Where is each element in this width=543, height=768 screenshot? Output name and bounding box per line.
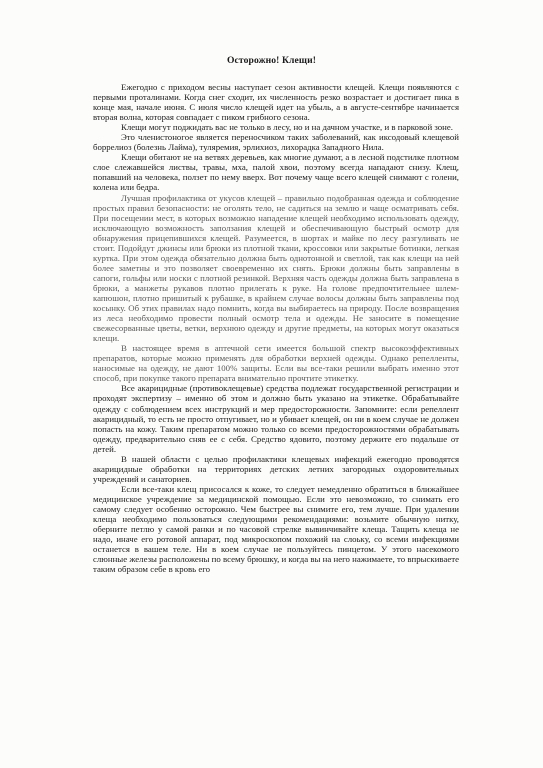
paragraph-repellents: В настоящее время в аптечной сети имеется большой спектр высокоэффективных препаратов, которые можно применять для обработки верхней одежды. Однако репелленты, наносимые на одежду, не дают 100% защиты. Если вы все-таки решили выбрать именно этот способ, при покупке такого препарата внимательно прочтите этикетку. [93,343,459,384]
paragraph-tick-removal: Если все-таки клещ присосался к коже, то следует немедленно обратиться в ближайшее медицинское учреждение за медицинской помощью. Если это невозможно, то снимать его самому следует особенно осторожно. Чем быстрее вы снимите его, тем лучше. При удалении клеща необходимо пользоваться следующими рекомендациями: возьмите обычную нитку, оберните петлю у самой ранки и по часовой стрелке вывинчивайте клеща. Тащить клеща не надо, иначе его ротовой аппарат, под микроскопом похожий на слоьку, со всеми инфекциями останется в вашем теле. Ни в коем случае не пользуйтесь пинцетом. У этого насекомого слюнные железы расположены по всему брюшку, и когда вы на него нажимаете, то впрыскиваете таким образом себе в кровь его [93,483,459,575]
paragraph-season: Ежегодно с приходом весны наступает сезон активности клещей. Клещи появляются с первыми проталинами. Когда снег сходит, их численность резко возрастает и достигает пика в конце мая, начале июня. С июля число клещей идет на убыль, а в августе-сентябре начинается вторая волна, которая совпадает с пиком грибного сезона. [93,82,459,123]
page-title: Осторожно! Клещи! [227,55,316,66]
paragraph-prevention-clothing: Лучшая профилактика от укусов клещей – правильно подобранная одежда и соблюдение простых правил безопасности: не оголять тело, не садиться на землю и чаще осматривать себя. При посещении мест, в которых возможно нападение клещей необходимо использовать одежду, исключающую возможность заползания клещей и обеспечивающую быстрый осмотр для обнаружения прицепившихся клещей. Разумеется, в шортах и майке по лесу разгуливать не стоит. Подойдут джинсы или брюки из плотной ткани, кроссовки или закрытые ботинки, легкая куртка. При этом одежда обязательно должна быть однотонной и светлой, так как клещи на ней более заметны и это позволяет своевременно их снять. Брюки должны быть заправлены в сапоги, гольфы или носки с плотной резинкой. Верхняя часть одежды должна быть заправлена в брюки, а манжеты рукавов плотно прилегать к руке. На голове предпочтительнее шлем-капюшон, плотно пришитый к рубашке, в крайнем случае волосы должны быть заправлены под косынку. Об этих правилах надо помнить, когда вы выбираетесь на природу. После возвращения из леса необходимо провести полный осмотр тела и одежды. Не заносите в помещение свежесорванные цветы, ветки, верхнюю одежду и другие предметы, на которых могут оказаться клещи. [93,192,459,344]
paragraph-regional-treatment: В нашей области с целью профилактики клещевых инфекций ежегодно проводятся акарицидные обработки на территориях детских летних загородных оздоровительных учреждений и санаториев. [93,453,459,484]
paragraph-acaricides: Все акарицидные (противоклещевые) средства подлежат государственной регистрации и проходят экспертизу – именно об этом и должно быть указано на этикетке. Обрабатывайте одежду с соблюдением всех инструкций и мер предосторожности. Запомните: если репеллент акарицидный, то есть не просто отпугивает, но и убивает клещей, он ни в коем случае не должен попасть на кожу. Таким препаратом можно только со всеми предосторожностями обрабатывать одежду, предварительно сняв ее с себя. Средство ядовито, поэтому держите его подальше от детей. [93,383,459,454]
paragraph-habitat-zones: Клещи могут поджидать вас не только в лесу, но и на дачном участке, и в парковой зоне. [121,122,453,133]
document-body [93,82,459,574]
paragraph-diseases: Это членистоногое является переносчиком таких заболеваний, как иксодовый клещевой боррелиоз (болезнь Лайма), туляремия, эрлихиоз, лихорадка Западного Нила. [93,132,459,153]
paragraph-where-ticks-live: Клещи обитают не на ветвях деревьев, как многие думают, а в лесной подстилке плотном слое слежавшейся листвы, травы, мха, палой хвои, поэтому всегда нападают снизу. Клещ, попавший на человека, ползет по нему вверх. Вот почему чаще всего клещей снимают с голени, колена или бедра. [93,152,459,193]
